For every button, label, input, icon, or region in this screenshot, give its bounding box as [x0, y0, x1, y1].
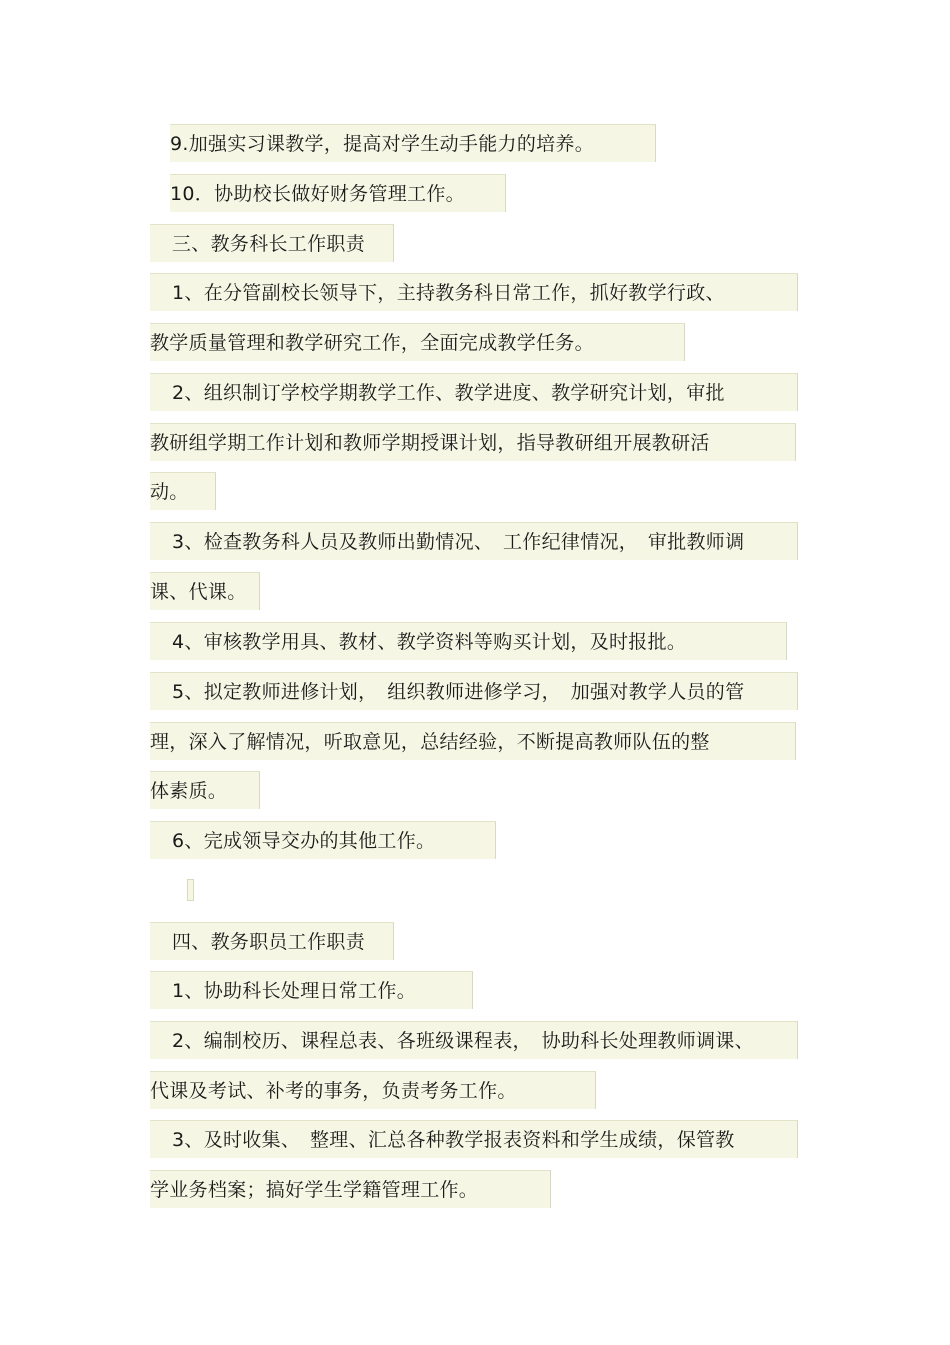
text-line: 2、组织制订学校学期教学工作、教学进度、教学研究计划，审批	[150, 373, 798, 411]
text-line: 5、拟定教师进修计划， 组织教师进修学习， 加强对教学人员的管	[150, 672, 798, 710]
text-line: 课、代课。	[150, 572, 260, 610]
text-line: 理，深入了解情况，听取意见，总结经验，不断提高教师队伍的整	[150, 722, 796, 760]
text-line: 代课及考试、补考的事务，负责考务工作。	[150, 1071, 596, 1109]
empty-paragraph-marker	[187, 879, 194, 901]
section-heading: 四、教务职员工作职责	[150, 922, 394, 960]
text-line: 9.加强实习课教学，提高对学生动手能力的培养。	[170, 124, 656, 162]
text-line: 1、协助科长处理日常工作。	[150, 971, 473, 1009]
text-line: 4、审核教学用具、教材、教学资料等购买计划，及时报批。	[150, 622, 787, 660]
text-line: 2、编制校历、课程总表、各班级课程表， 协助科长处理教师调课、	[150, 1021, 798, 1059]
section-heading: 三、教务科长工作职责	[150, 224, 394, 262]
text-line: 体素质。	[150, 771, 260, 809]
text-line: 10．协助校长做好财务管理工作。	[170, 174, 506, 212]
text-line: 6、完成领导交办的其他工作。	[150, 821, 496, 859]
text-line: 3、检查教务科人员及教师出勤情况、 工作纪律情况， 审批教师调	[150, 522, 798, 560]
text-line: 动。	[150, 472, 216, 510]
text-line: 学业务档案；搞好学生学籍管理工作。	[150, 1170, 551, 1208]
text-line: 教研组学期工作计划和教师学期授课计划，指导教研组开展教研活	[150, 423, 796, 461]
text-line: 3、及时收集、 整理、汇总各种教学报表资料和学生成绩，保管教	[150, 1120, 798, 1158]
text-line: 教学质量管理和教学研究工作，全面完成教学任务。	[150, 323, 685, 361]
text-line: 1、在分管副校长领导下，主持教务科日常工作，抓好教学行政、	[150, 273, 798, 311]
